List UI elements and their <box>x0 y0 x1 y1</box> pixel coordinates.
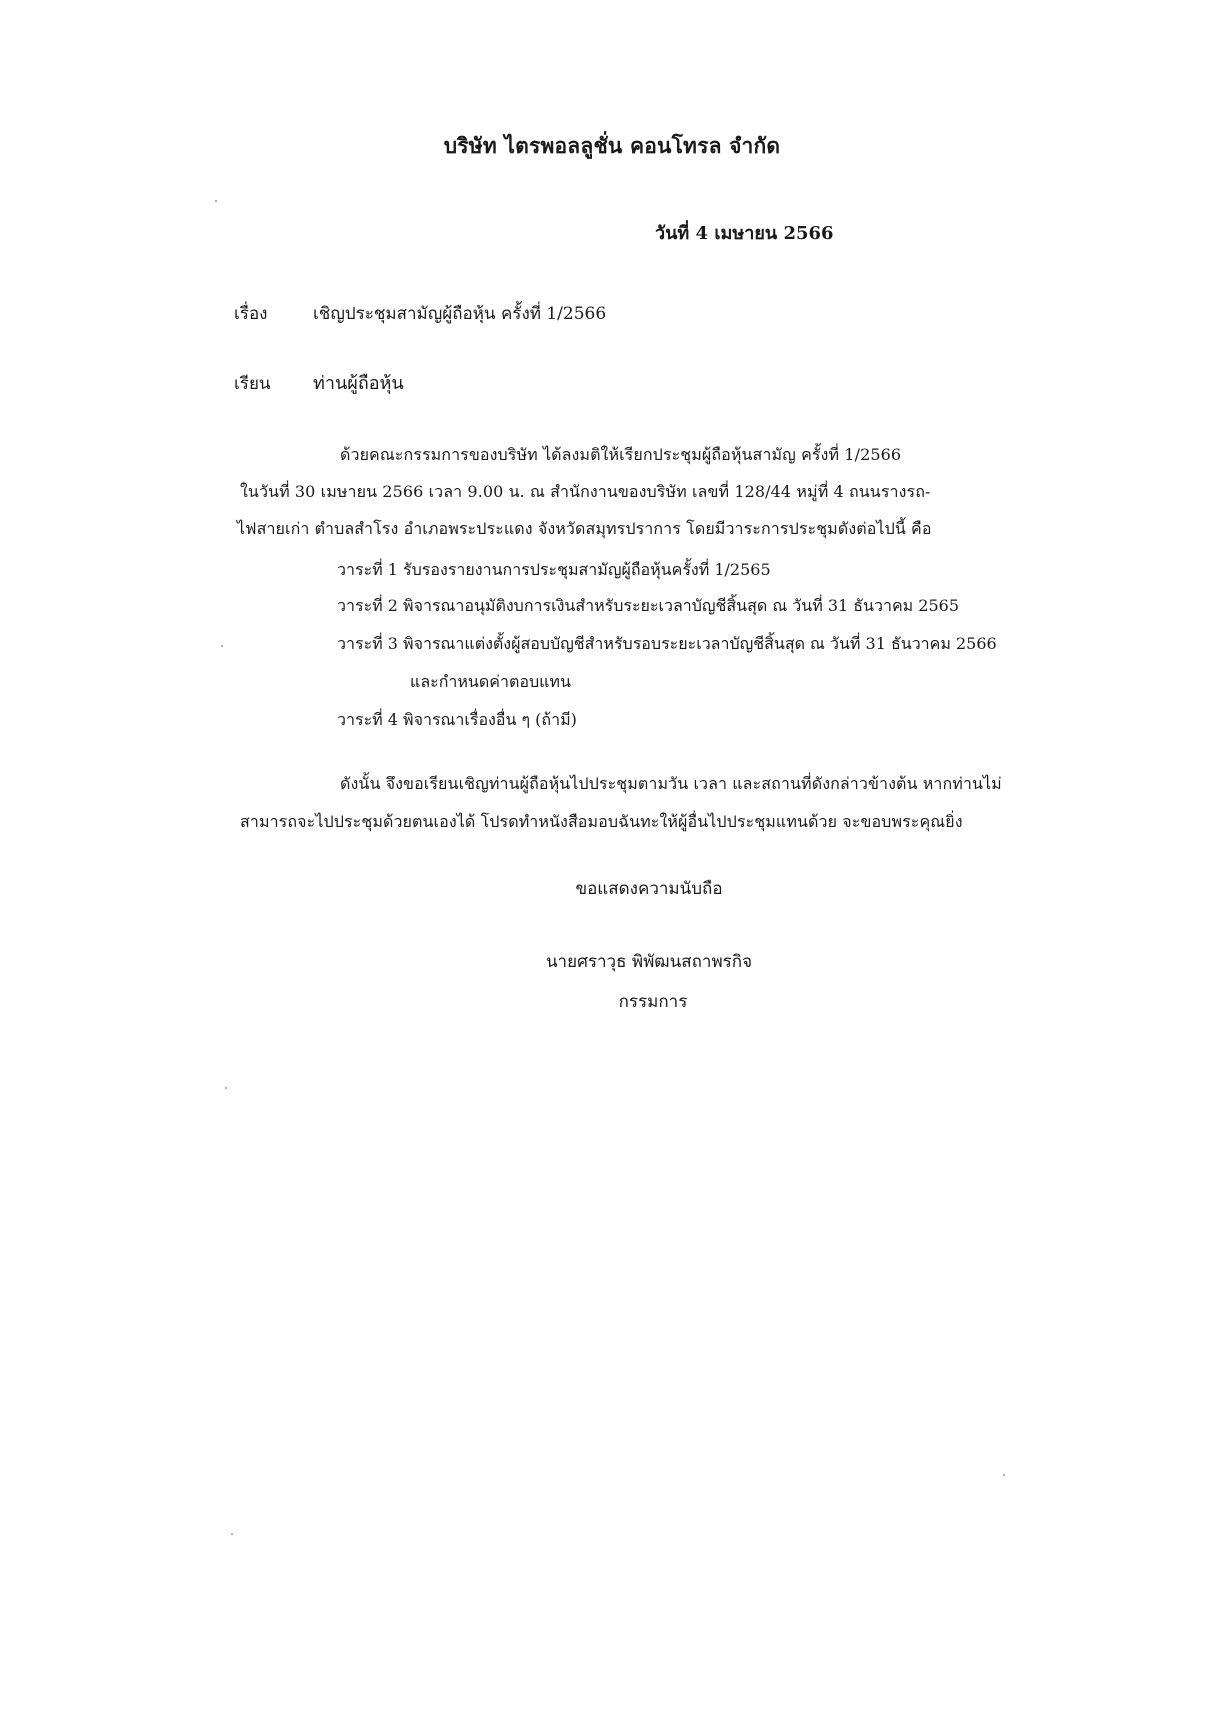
paragraph2-line: ดังนั้น จึงขอเรียนเชิญท่านผู้ถือหุ้นไปประชุมตามวัน เวลา และสถานที่ดังกล่าวข้างต้น หากท่านไม่ <box>340 774 1002 793</box>
agenda-item-1: วาระที่ 1 รับรองรายงานการประชุมสามัญผู้ถือหุ้นครั้งที่ 1/2565 <box>337 560 771 579</box>
agenda-item-3: วาระที่ 3 พิจารณาแต่งตั้งผู้สอบบัญชีสำหรับรอบระยะเวลาบัญชีสิ้นสุด ณ วันที่ 31 ธันวาคม 2566 <box>337 634 997 653</box>
signer-name: นายศราวุธ พิพัฒนสถาพรกิจ <box>545 952 753 972</box>
closing-salutation: ขอแสดงความนับถือ <box>575 879 723 899</box>
subject-text: เชิญประชุมสามัญผู้ถือหุ้น ครั้งที่ 1/2566 <box>313 304 607 324</box>
agenda-item-3-continuation: และกำหนดค่าตอบแทน <box>410 672 571 691</box>
scan-speck <box>231 1533 233 1535</box>
paragraph2-line: สามารถจะไปประชุมด้วยตนเองได้ โปรดทำหนังสือมอบฉันทะให้ผู้อื่นไปประชุมแทนด้วย จะขอบพระคุณยิ่ง <box>240 812 963 831</box>
paragraph1-line: ในวันที่ 30 เมษายน 2566 เวลา 9.00 น. ณ สำนักงานของบริษัท เลขที่ 128/44 หมู่ที่ 4 ถนนรางรถ- <box>240 482 931 501</box>
signer-position: กรรมการ <box>618 992 688 1012</box>
letter-date: วันที่ 4 เมษายน 2566 <box>655 223 834 244</box>
subject-label: เรื่อง <box>234 304 268 324</box>
scan-speck <box>1003 1474 1005 1476</box>
scan-speck <box>215 200 217 202</box>
paragraph1-line: ด้วยคณะกรรมการของบริษัท ได้ลงมติให้เรียกประชุมผู้ถือหุ้นสามัญ ครั้งที่ 1/2566 <box>340 445 902 464</box>
company-name: บริษัท ไตรพอลลูชั่น คอนโทรล จำกัด <box>443 133 781 158</box>
recipient-label: เรียน <box>234 374 271 394</box>
scan-speck <box>221 645 223 647</box>
paragraph1-line: ไฟสายเก่า ตำบลสำโรง อำเภอพระประแดง จังหวัดสมุทรปราการ โดยมีวาระการประชุมดังต่อไปนี้ คือ <box>237 519 932 538</box>
recipient-text: ท่านผู้ถือหุ้น <box>313 373 404 394</box>
agenda-item-2: วาระที่ 2 พิจารณาอนุมัติงบการเงินสำหรับระยะเวลาบัญชีสิ้นสุด ณ วันที่ 31 ธันวาคม 2565 <box>337 596 960 615</box>
scan-speck <box>225 1087 227 1089</box>
agenda-item-4: วาระที่ 4 พิจารณาเรื่องอื่น ๆ (ถ้ามี) <box>337 710 577 729</box>
